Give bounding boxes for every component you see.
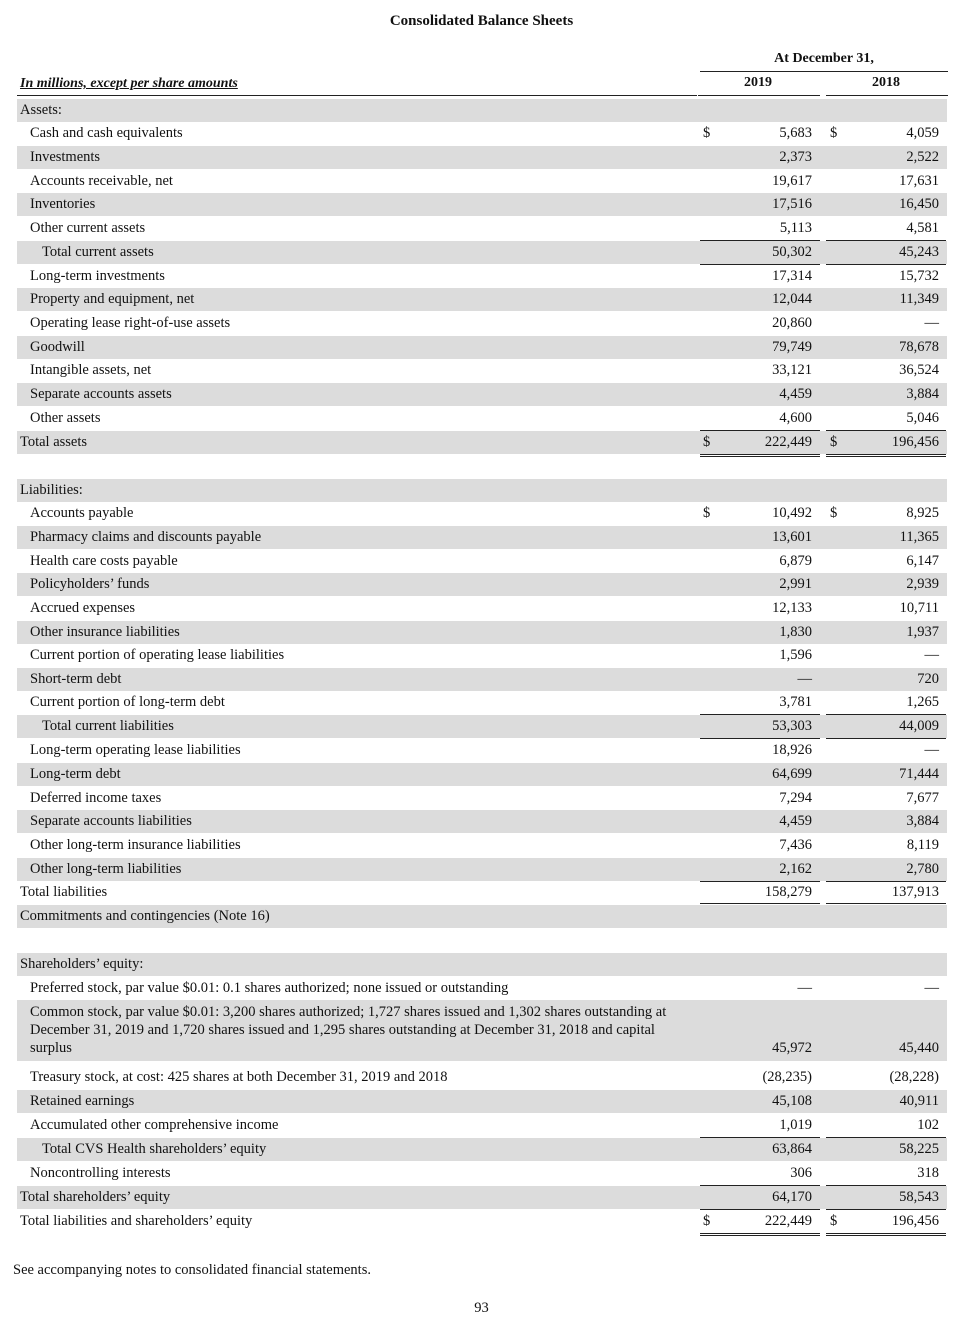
table-row: Other long-term liabilities 2,162 2,780 (17, 858, 947, 881)
period-header: At December 31, (774, 51, 874, 66)
table-row: Total current assets 50,302 45,243 (17, 241, 947, 264)
table-row: Accrued expenses 12,133 10,711 (30, 600, 939, 616)
table-row-total-equity: Total shareholders’ equity 64,170 58,543 (17, 1186, 947, 1209)
year-2019-header: 2019 (744, 75, 772, 90)
table-row: Cash and cash equivalents $ 5,683 $ 4,059 (30, 125, 939, 141)
table-row: Investments 2,373 2,522 (17, 146, 947, 169)
table-row-total-assets: Total assets $ 222,449 $ 196,456 (17, 431, 947, 454)
footnote: See accompanying notes to consolidated financial statements. (13, 1262, 371, 1278)
table-row: Retained earnings 45,108 40,911 (17, 1090, 947, 1113)
table-row: Health care costs payable 6,879 6,147 (30, 553, 939, 569)
table-row: Preferred stock, par value $0.01: 0.1 shares authorized; none issued or outstanding — — (30, 980, 939, 996)
liabilities-heading: Liabilities: (17, 479, 947, 502)
table-row: Goodwill 79,749 78,678 (17, 336, 947, 359)
table-row: Long-term investments 17,314 15,732 (30, 268, 939, 284)
table-row: Long-term operating lease liabilities 18,926 — (30, 742, 939, 758)
rule (826, 903, 946, 904)
table-row: Other current assets 5,113 4,581 (30, 220, 939, 236)
table-row-total-liabilities: Total liabilities 158,279 137,913 (20, 884, 939, 900)
table-row: Other long-term insurance liabilities 7,436 8,119 (30, 837, 939, 853)
table-row: Common stock, par value $0.01: 3,200 shares authorized; 1,727 shares issued and 1,302 shares outstanding at December 31, 2019 and 1,720 shares issued and 1,295 shares outstanding at December 31, 2018 and capital surplus 45,972 45,440 (17, 1000, 947, 1061)
table-row: Accounts payable $ 10,492 $ 8,925 (30, 505, 939, 521)
year-2019-rule (698, 95, 820, 96)
table-row: Accounts receivable, net 19,617 17,631 (30, 173, 939, 189)
table-row: Current portion of operating lease liabilities 1,596 — (30, 647, 939, 663)
double-rule (700, 1233, 820, 1236)
double-rule (826, 1233, 946, 1236)
table-row: Property and equipment, net 12,044 11,349 (17, 288, 947, 311)
year-2018-rule (826, 95, 948, 96)
table-row: Intangible assets, net 33,121 36,524 (30, 362, 939, 378)
table-row: Treasury stock, at cost: 425 shares at both December 31, 2019 and 2018 (28,235) (28,228) (30, 1069, 939, 1085)
table-row: Inventories 17,516 16,450 (17, 193, 947, 216)
assets-heading: Assets: (17, 99, 947, 122)
table-row: Total current liabilities 53,303 44,009 (17, 715, 947, 738)
table-row: Separate accounts assets 4,459 3,884 (17, 383, 947, 406)
table-row: Noncontrolling interests 306 318 (30, 1165, 939, 1181)
table-row: Short-term debt — 720 (17, 668, 947, 691)
table-row: Policyholders’ funds 2,991 2,939 (17, 573, 947, 596)
double-rule (700, 454, 820, 457)
page-title: Consolidated Balance Sheets (389, 13, 574, 29)
table-row-total-liabilities-equity: Total liabilities and shareholders’ equity $ 222,449 $ 196,456 (20, 1213, 939, 1229)
table-row: Current portion of long-term debt 3,781 1,265 (30, 694, 939, 710)
table-row: Operating lease right-of-use assets 20,860 — (30, 315, 939, 331)
equity-heading: Shareholders’ equity: (17, 953, 947, 976)
table-row-commitments: Commitments and contingencies (Note 16) (17, 905, 947, 928)
units-rule (17, 95, 697, 96)
table-row: Accumulated other comprehensive income 1,019 102 (30, 1117, 939, 1133)
table-row: Other assets 4,600 5,046 (30, 410, 939, 426)
table-row: Long-term debt 64,699 71,444 (17, 763, 947, 786)
year-2018-header: 2018 (872, 75, 900, 90)
table-row: Pharmacy claims and discounts payable 13,601 11,365 (17, 526, 947, 549)
table-row: Deferred income taxes 7,294 7,677 (30, 790, 939, 806)
table-row: Separate accounts liabilities 4,459 3,884 (17, 810, 947, 833)
table-row: Total CVS Health shareholders’ equity 63,864 58,225 (17, 1138, 947, 1161)
units-label: In millions, except per share amounts (20, 76, 238, 91)
double-rule (826, 454, 946, 457)
period-header-rule (700, 71, 948, 72)
table-row: Other insurance liabilities 1,830 1,937 (17, 621, 947, 644)
page-number: 93 (474, 1300, 489, 1316)
rule (700, 903, 820, 904)
